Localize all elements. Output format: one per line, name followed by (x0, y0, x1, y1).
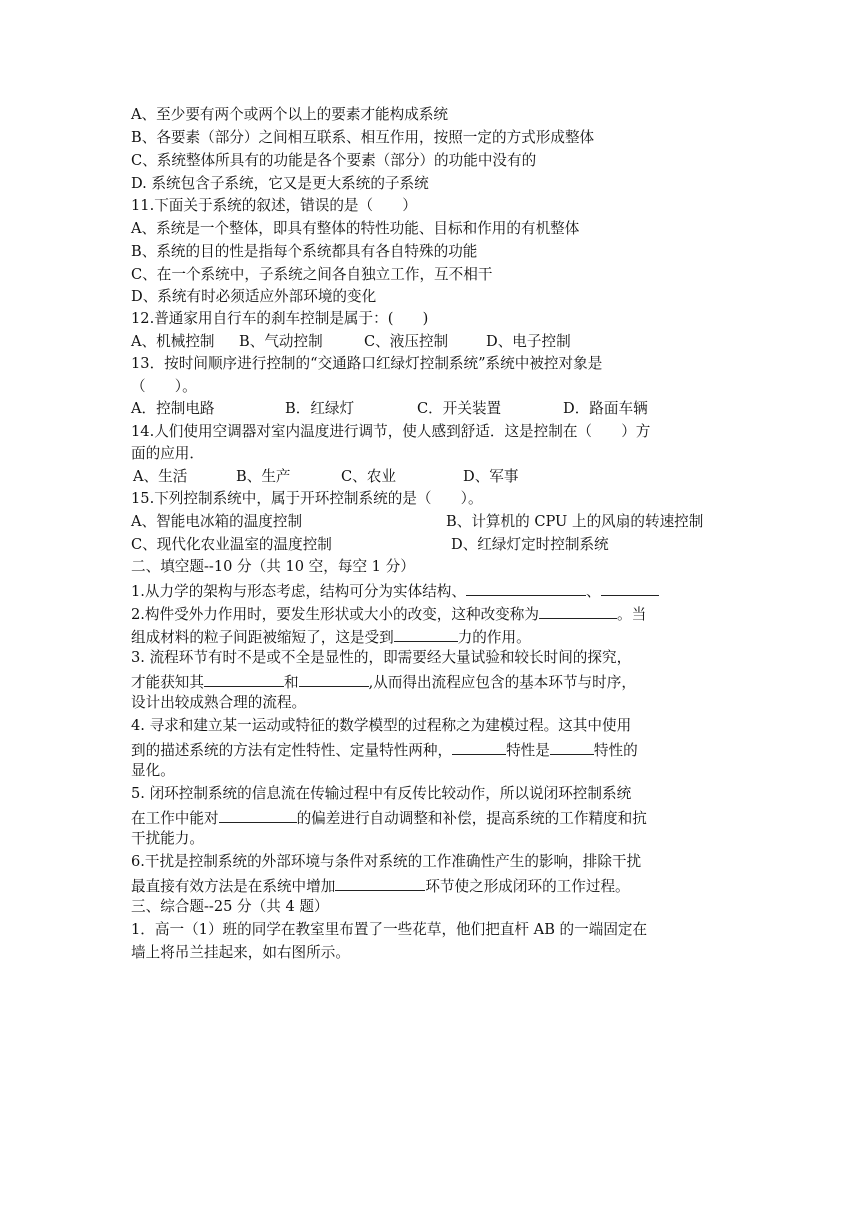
q13-option-c: C．开关装置 (417, 400, 502, 417)
q14-option-c: C、农业 (341, 468, 396, 485)
fill-6-line2 (131, 875, 630, 897)
fill-4-line2 (131, 739, 638, 761)
section3-q1-line2: 墙上将吊兰挂起来，如右图所示。 (131, 944, 350, 961)
fill-2-text-b: 。当 (616, 606, 647, 623)
fill-6-blank-1 (335, 875, 425, 891)
q12-option-a: A、机械控制 (131, 333, 215, 350)
section2-heading: 二、填空题--10 分（共 10 空，每空 1 分） (131, 558, 415, 575)
fill-2-text-c: 组成材料的粒子间距被缩短了，这是受到 (131, 629, 394, 646)
q10-option-b: B、各要素（部分）之间相互联系、相互作用，按照一定的方式形成整体 (131, 129, 595, 146)
q13-stem-line2: （ ）。 (131, 378, 197, 395)
fill-4-line1: 4. 寻求和建立某一运动或特征的数学模型的过程称之为建模过程。这其中使用 (131, 717, 632, 734)
fill-4-blank-1 (452, 739, 506, 755)
fill-6-line1: 6.干扰是控制系统的外部环境与条件对系统的工作准确性产生的影响，排除干扰 (131, 853, 642, 870)
fill-3-blank-1 (204, 671, 284, 687)
fill-2-blank-2 (394, 626, 458, 642)
q14-option-b: B、生产 (236, 468, 291, 485)
fill-2-text-a: 2.构件受外力作用时，要发生形状或大小的改变，这种改变称为 (131, 606, 539, 623)
fill-5-text-a: 在工作中能对 (131, 810, 219, 827)
q11-option-c: C、在一个系统中，子系统之间各自独立工作，互不相干 (131, 266, 493, 283)
q14-stem-line1: 14.人们使用空调器对室内温度进行调节，使人感到舒适．这是控制在（ ）方 (131, 423, 651, 440)
q11-option-d: D、系统有时必须适应外部环境的变化 (131, 288, 377, 305)
fill-3-blank-2 (299, 671, 369, 687)
fill-3-line2 (131, 671, 636, 693)
q15-option-b: B、计算机的 CPU 上的风扇的转速控制 (446, 513, 704, 530)
q15-stem: 15.下列控制系统中，属于开环控制系统的是（ ）。 (131, 490, 483, 507)
fill-1-blank-1 (466, 580, 586, 596)
fill-1-blank-2 (601, 580, 659, 596)
q10-option-a: A、至少要有两个或两个以上的要素才能构成系统 (131, 106, 449, 123)
fill-4-line3: 显化。 (131, 762, 175, 779)
q10-option-c: C、系统整体所具有的功能是各个要素（部分）的功能中没有的 (131, 152, 537, 169)
q12-option-c: C、液压控制 (364, 333, 449, 350)
q14-option-a: A、生活 (133, 468, 188, 485)
fill-3-text-b: 和 (283, 674, 299, 691)
fill-2-text-d: 力的作用。 (457, 629, 531, 646)
fill-1-text: 1.从力学的架构与形态考虑，结构可分为实体结构、 (131, 583, 466, 600)
fill-2-line2 (131, 626, 531, 648)
q12-option-b: B、气动控制 (239, 333, 323, 350)
q13-option-b: B．红绿灯 (285, 400, 355, 417)
fill-5-line1: 5. 闭环控制系统的信息流在传输过程中有反传比较动作，所以说闭环控制系统 (131, 785, 632, 802)
fill-6-text-b: 环节使之形成闭环的工作过程。 (425, 878, 630, 895)
q14-option-d: D、军事 (463, 468, 519, 485)
q13-option-d: D．路面车辆 (563, 400, 648, 417)
fill-1-separator: 、 (586, 583, 601, 600)
fill-5-text-b: 的偏差进行自动调整和补偿，提高系统的工作精度和抗 (296, 810, 647, 827)
fill-4-text-b: 特性是 (506, 742, 550, 759)
q10-option-d: D. 系统包含子系统，它又是更大系统的子系统 (131, 175, 429, 192)
fill-3-text-c: ,从而得出流程应包含的基本环节与时序， (368, 674, 636, 691)
fill-6-text-a: 最直接有效方法是在系统中增加 (131, 878, 336, 895)
q13-stem-line1: 13．按时间顺序进行控制的“交通路口红绿灯控制系统”系统中被控对象是 (131, 355, 603, 372)
fill-4-blank-2 (550, 739, 594, 755)
fill-4-text-c: 特性的 (593, 742, 638, 759)
q15-option-c: C、现代化农业温室的温度控制 (131, 536, 332, 553)
q11-stem: 11.下面关于系统的叙述，错误的是（ ） (131, 197, 417, 214)
q12-option-d: D、电子控制 (486, 333, 571, 350)
section3-heading: 三、综合题--25 分（共 4 题） (131, 898, 329, 915)
q12-stem: 12.普通家用自行车的刹车控制是属于：( ) (131, 310, 429, 327)
q14-stem-line2: 面的应用． (131, 445, 204, 462)
fill-2-blank-1 (539, 603, 617, 619)
fill-5-line2 (131, 807, 647, 829)
fill-2-line1 (131, 603, 646, 625)
q15-option-d: D、红绿灯定时控制系统 (451, 536, 609, 553)
q13-option-a: A．控制电路 (131, 400, 215, 417)
section3-q1-line1: 1．高一（1）班的同学在教室里布置了一些花草，他们把直杆 AB 的一端固定在 (131, 921, 648, 938)
fill-3-line3: 设计出较成熟合理的流程。 (131, 694, 307, 711)
fill-1 (131, 580, 659, 602)
fill-4-text-a: 到的描述系统的方法有定性特性、定量特性两种， (131, 742, 453, 759)
q15-option-a: A、智能电冰箱的温度控制 (131, 513, 303, 530)
fill-3-line1: 3. 流程环节有时不是或不全是显性的，即需要经大量试验和较长时间的探究， (131, 649, 632, 666)
fill-3-text-a: 才能获知其 (131, 674, 204, 691)
q11-option-a: A、系统是一个整体，即具有整体的特性功能、目标和作用的有机整体 (131, 220, 580, 237)
fill-5-blank-1 (219, 807, 297, 823)
fill-5-line3: 干扰能力。 (131, 830, 204, 847)
q11-option-b: B、系统的目的性是指每个系统都具有各自特殊的功能 (131, 243, 478, 260)
